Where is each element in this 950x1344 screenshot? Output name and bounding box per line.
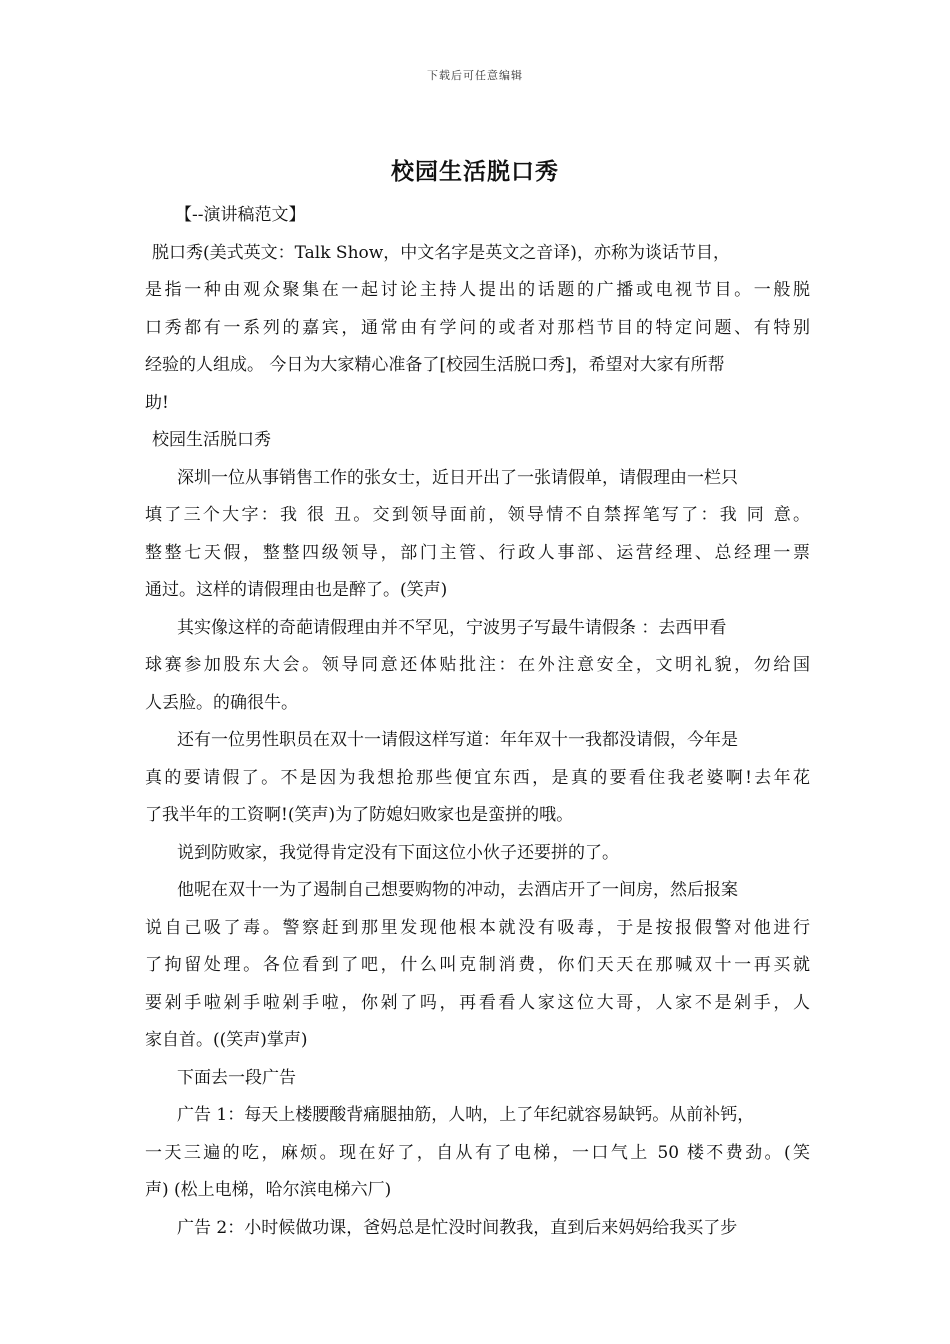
paragraph-line: 一天三遍的吃，麻烦。现在好了，自从有了电梯，一口气上 50 楼不费劲。(笑 — [145, 1142, 810, 1163]
paragraph-line: 家自首。((笑声)掌声) — [145, 1030, 308, 1050]
paragraph-line: 校园生活脱口秀 — [152, 430, 271, 450]
paragraph-line: 深圳一位从事销售工作的张女士，近日开出了一张请假单，请假理由一栏只 — [177, 467, 738, 488]
paragraph-line: 整整七天假，整整四级领导，部门主管、行政人事部、运营经理、总经理一票 — [145, 542, 810, 563]
paragraph-line: 其实像这样的奇葩请假理由并不罕见，宁波男子写最牛请假条 ：去西甲看 — [177, 617, 727, 638]
paragraph-line: 人丢脸。的确很牛。 — [145, 692, 298, 713]
paragraph-line: 广告 2：小时候做功课，爸妈总是忙没时间教我，直到后来妈妈给我买了步 — [177, 1217, 738, 1238]
paragraph-line: 说自己吸了毒。警察赶到那里发现他根本就没有吸毒，于是按报假警对他进行 — [145, 917, 810, 938]
paragraph-line: 声) (松上电梯，哈尔滨电梯六厂) — [145, 1180, 392, 1200]
paragraph-line: 了拘留处理。各位看到了吧，什么叫克制消费，你们天天在那喊双十一再买就 — [145, 955, 810, 975]
paragraph-line: 口秀都有一系列的嘉宾，通常由有学问的或者对那档节目的特定问题、有特别 — [145, 317, 810, 338]
paragraph-line: 经验的人组成。 今日为大家精心准备了[校园生活脱口秀]，希望对大家有所帮 — [145, 355, 725, 375]
header-note: 下载后可任意编辑 — [427, 69, 523, 82]
paragraph-line: 下面去一段广告 — [177, 1067, 296, 1088]
paragraph-line: 是指一种由观众聚集在一起讨论主持人提出的话题的广播或电视节目。一般脱 — [145, 280, 810, 300]
article-body — [145, 197, 810, 1247]
paragraph-line: 了我半年的工资啊!(笑声)为了防媳妇败家也是蛮拼的哦。 — [145, 805, 574, 825]
paragraph-line: 助! — [145, 392, 169, 413]
paragraph-line: 说到防败家，我觉得肯定没有下面这位小伙子还要拼的了。 — [177, 842, 619, 863]
paragraph-line: 脱口秀(美式英文：Talk Show，中文名字是英文之音译)，亦称为谈话节目， — [152, 242, 730, 263]
page-title: 校园生活脱口秀 — [391, 158, 559, 185]
paragraph-line: 通过。这样的请假理由也是醉了。(笑声) — [145, 580, 448, 600]
paragraph-line: 还有一位男性职员在双十一请假这样写道：年年双十一我都没请假，今年是 — [177, 730, 738, 750]
paragraph-line: 真的要请假了。不是因为我想抢那些便宜东西，是真的要看住我老婆啊!去年花 — [145, 767, 810, 788]
paragraph-line: 球赛参加股东大会。领导同意还体贴批注：在外注意安全，文明礼貌，勿给国 — [145, 655, 810, 675]
paragraph-line: 他呢在双十一为了遏制自己想要购物的冲动，去酒店开了一间房，然后报案 — [177, 880, 738, 900]
paragraph-line: 【--演讲稿范文】 — [175, 205, 306, 225]
paragraph-line: 广告 1：每天上楼腰酸背痛腿抽筋，人呐，上了年纪就容易缺钙。从前补钙， — [177, 1105, 755, 1125]
paragraph-line: 填了三个大字：我 很 丑。交到领导面前，领导情不自禁挥笔写了：我 同 意。 — [145, 505, 810, 525]
paragraph-line: 要剁手啦剁手啦剁手啦，你剁了吗，再看看人家这位大哥，人家不是剁手，人 — [145, 992, 810, 1013]
